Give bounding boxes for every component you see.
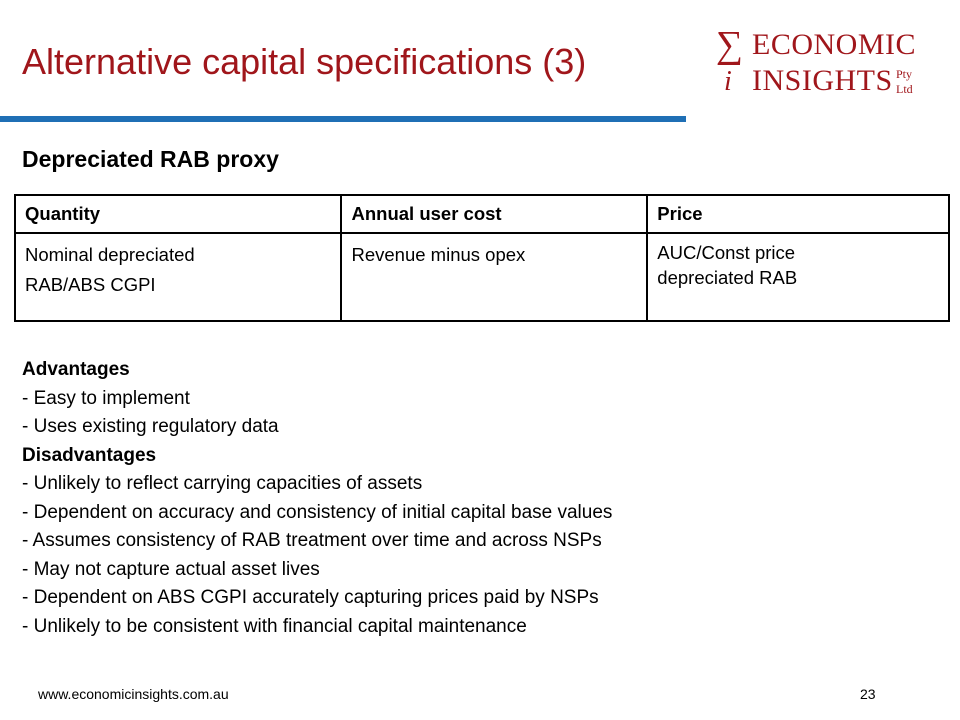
disadvantage-item: - Assumes consistency of RAB treatment over time and across NSPs — [22, 530, 602, 551]
disadvantage-item: - Dependent on accuracy and consistency of initial capital base values — [22, 501, 613, 523]
advantage-item: - Uses existing regulatory data — [22, 416, 279, 437]
cell-quantity-line-1: Nominal depreciated — [25, 244, 195, 265]
logo-text-ltd: Ltd — [896, 82, 913, 96]
economic-insights-logo — [716, 26, 946, 106]
header-price: Price — [647, 195, 949, 233]
cell-annual-user-cost-text: Revenue minus opex — [351, 244, 526, 265]
capital-spec-table — [14, 194, 950, 322]
disadvantage-item: - May not capture actual asset lives — [22, 558, 320, 580]
cell-quantity-line-2: RAB/ABS CGPI — [25, 274, 156, 295]
table-header-row — [15, 195, 949, 233]
disadvantage-item: - Unlikely to be consistent with financial capital maintenance — [22, 615, 527, 637]
cell-price — [647, 233, 949, 321]
pros-cons-list — [22, 356, 612, 641]
logo-text-economic: ECONOMIC — [752, 28, 917, 61]
cell-price-line-1: AUC/Const price — [657, 242, 796, 263]
header-annual-user-cost: Annual user cost — [341, 195, 647, 233]
cell-quantity — [15, 233, 341, 321]
cell-annual-user-cost — [341, 233, 647, 321]
disadvantage-item: - Unlikely to reflect carrying capacities of assets — [22, 473, 423, 494]
section-heading: Depreciated RAB proxy — [22, 146, 279, 172]
logo-text-pty: Pty — [896, 67, 913, 81]
slide-page-number: 23 — [860, 686, 876, 702]
logo-i-glyph: i — [724, 66, 732, 97]
title-underline-rule — [0, 116, 686, 122]
footer-website-url: www.economicinsights.com.au — [38, 686, 229, 702]
cell-price-line-2: depreciated RAB — [657, 267, 798, 288]
logo-text-insights: INSIGHTS — [752, 64, 893, 97]
disadvantages-heading: Disadvantages — [22, 444, 157, 466]
logo-sigma-glyph: ∑ — [716, 24, 744, 66]
slide-title: Alternative capital specifications (3) — [22, 41, 587, 82]
advantage-item: - Easy to implement — [22, 387, 190, 409]
header-quantity: Quantity — [15, 195, 341, 233]
advantages-heading: Advantages — [22, 359, 130, 380]
table-row — [15, 233, 949, 321]
disadvantage-item: - Dependent on ABS CGPI accurately capturing prices paid by NSPs — [22, 587, 599, 608]
